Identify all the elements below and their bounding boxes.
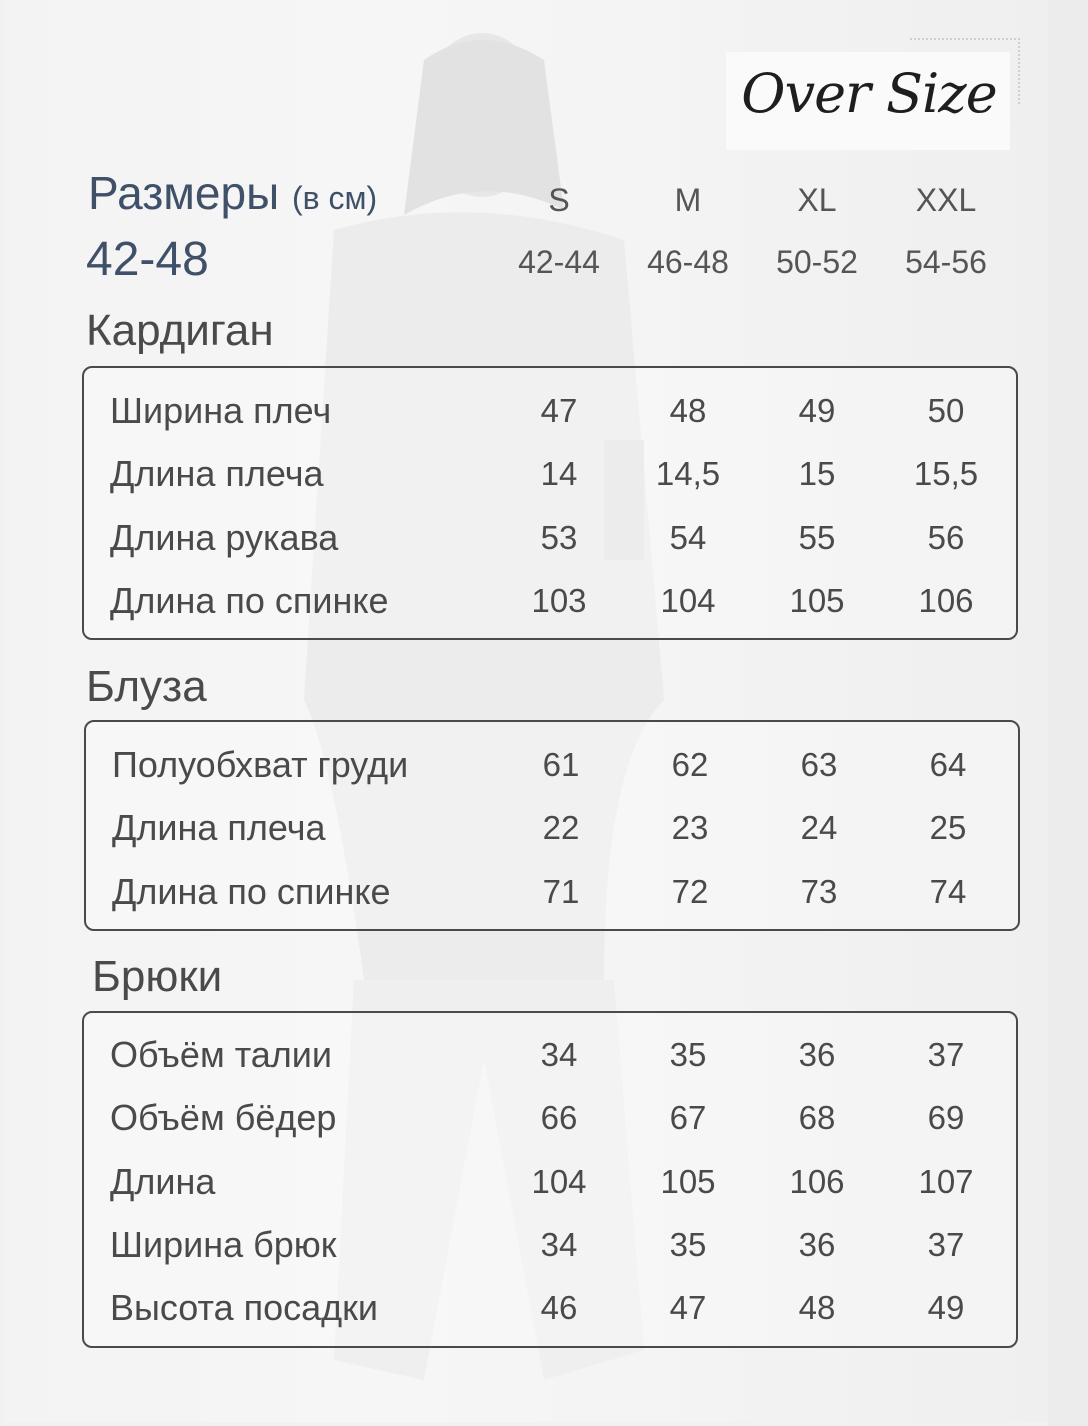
measurement-value: 74 (929, 872, 967, 910)
page-title (88, 166, 377, 220)
measurement-label: Высота посадки (110, 1287, 379, 1329)
size-label: XXL (915, 182, 977, 218)
measurement-value: 61 (542, 746, 580, 783)
measurement-value: 106 (789, 1162, 845, 1200)
measurement-value: 66 (540, 1099, 578, 1137)
measurement-value: 67 (669, 1099, 707, 1137)
measurement-value: 37 (927, 1036, 965, 1073)
measurement-value: 15 (798, 455, 836, 493)
measurement-label: Полуобхват груди (112, 744, 409, 785)
measurement-label: Длина по спинке (112, 870, 391, 912)
measurement-value: 14 (540, 455, 578, 493)
measurement-value: 105 (660, 1162, 716, 1200)
brand-logo: Over Size (741, 62, 997, 125)
measurement-value: 73 (800, 872, 838, 910)
page-edge (1048, 0, 1088, 1426)
measurement-value: 106 (918, 581, 974, 619)
measurement-value: 72 (671, 872, 709, 910)
measurement-value: 56 (927, 518, 965, 556)
measurement-value: 54 (669, 518, 707, 556)
size-range: 54-56 (905, 244, 987, 280)
measurement-value: 22 (542, 809, 580, 847)
measurement-value: 15,5 (913, 455, 979, 493)
measurement-value: 37 (927, 1225, 965, 1263)
measurement-label: Ширина плеч (110, 390, 332, 431)
measurement-value: 35 (669, 1036, 707, 1073)
size-range: 50-52 (776, 244, 858, 280)
measurement-value: 49 (927, 1289, 965, 1327)
measurement-value: 48 (669, 392, 707, 429)
measurement-value: 64 (929, 746, 967, 783)
measurement-value: 68 (798, 1099, 836, 1137)
measurement-value: 34 (540, 1225, 578, 1263)
section-title: Брюки (92, 952, 223, 1001)
measurement-value: 105 (789, 581, 845, 619)
measurement-value: 71 (542, 872, 580, 910)
measurement-value: 46 (540, 1289, 578, 1327)
measurement-value: 47 (669, 1289, 707, 1327)
measurement-label: Ширина брюк (110, 1223, 337, 1265)
section-title: Кардиган (86, 306, 274, 355)
measurement-value: 48 (798, 1289, 836, 1327)
section-title: Блуза (86, 662, 207, 711)
title-text: Размеры (88, 167, 280, 219)
measurement-value: 36 (798, 1225, 836, 1263)
measurement-value: 49 (798, 392, 836, 429)
measurement-value: 23 (671, 809, 709, 847)
measurement-value: 35 (669, 1225, 707, 1263)
measurement-label: Длина (110, 1160, 216, 1202)
size-label: XL (797, 182, 837, 218)
measurement-value: 47 (540, 392, 578, 429)
size-label: M (674, 182, 702, 218)
measurement-value: 25 (929, 809, 967, 847)
measurement-value: 53 (540, 518, 578, 556)
size-range: 46-48 (647, 244, 729, 280)
measurement-value: 69 (927, 1099, 965, 1137)
title-unit: (в см) (291, 180, 378, 216)
measurement-value: 14,5 (655, 455, 721, 493)
size-range-title: 42-48 (86, 233, 209, 286)
measurement-label: Длина по спинке (110, 579, 389, 621)
measurement-value: 103 (531, 581, 587, 619)
measurement-value: 62 (671, 746, 709, 783)
measurement-label: Длина плеча (110, 453, 324, 495)
measurement-label: Длина рукава (110, 516, 339, 558)
measurement-label: Объём талии (110, 1034, 333, 1075)
measurement-value: 104 (531, 1162, 587, 1200)
measurement-value: 55 (798, 518, 836, 556)
size-range: 42-44 (518, 244, 600, 280)
measurement-label: Длина плеча (112, 807, 326, 849)
size-chart-page (4, 0, 1048, 1422)
measurement-value: 104 (660, 581, 716, 619)
measurement-value: 34 (540, 1036, 578, 1073)
measurement-value: 63 (800, 746, 838, 783)
measurement-value: 36 (798, 1036, 836, 1073)
measurement-value: 24 (800, 809, 838, 847)
size-label: S (548, 182, 570, 218)
measurement-value: 50 (927, 392, 965, 429)
measurement-value: 107 (918, 1162, 974, 1200)
measurement-label: Объём бёдер (110, 1097, 337, 1139)
